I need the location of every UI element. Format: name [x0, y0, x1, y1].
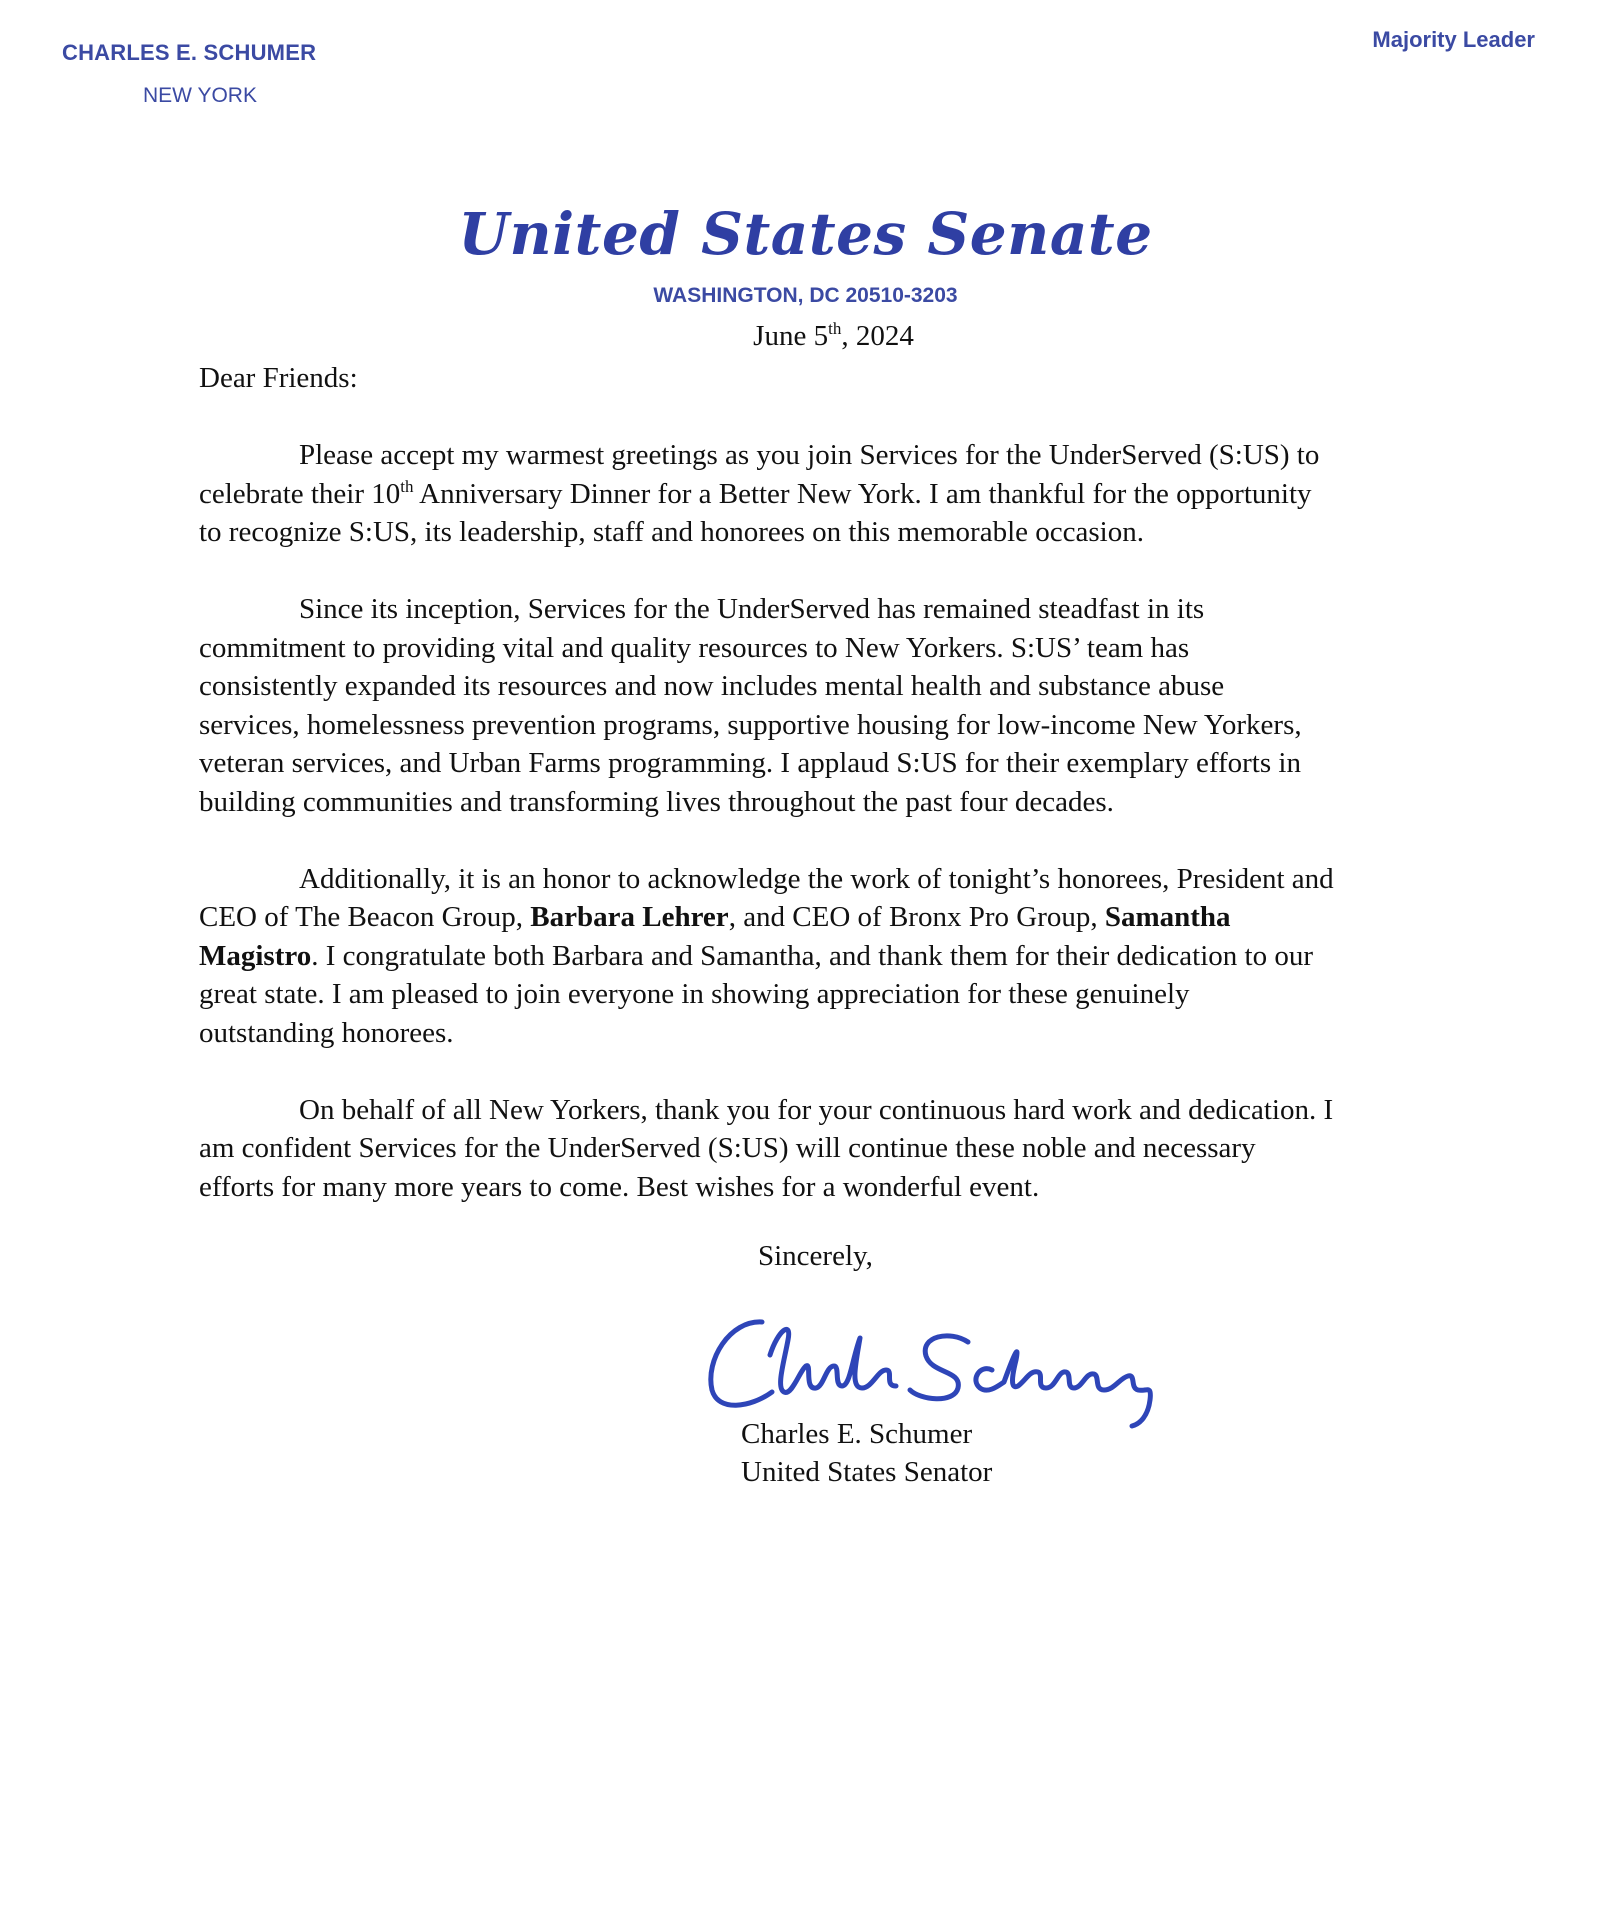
senate-address: WASHINGTON, DC 20510-3203 — [653, 284, 958, 307]
letter-date — [0, 320, 1611, 353]
p3-text-c: . I congratulate both Barbara and Samantha, and thank them for their dedication to our great state. I am pleased to join everyone in showing appreciation for these genuinely outstanding honorees. — [199, 939, 1314, 1049]
letter-body — [199, 436, 1499, 1245]
paragraph-2: Since its inception, Services for the UnderServed has remained steadfast in its commitment to providing vital and quality resources to New Yorkers. S:US’ team has consistently expanded its resources and now includes mental health and substance abuse services, homelessness prevention programs, supportive housing for low-income New Yorkers, veteran services, and Urban Farms programming. I applaud S:US for their exemplary efforts in building communities and transforming lives throughout the past four decades. — [199, 593, 1302, 818]
p1-text-b: Anniversary Dinner for a Better New York. I am thankful for the opportunity to recognize S:US, its leadership, staff and honorees on this memorable occasion. — [199, 477, 1312, 548]
date-suffix: th — [828, 319, 842, 338]
paragraph-3 — [199, 860, 1499, 1053]
closing: Sincerely, — [758, 1240, 873, 1272]
senate-heading: United States Senate — [458, 200, 1153, 268]
signer-title: United States Senator — [741, 1456, 993, 1488]
paragraph-4: On behalf of all New Yorkers, thank you for your continuous hard work and dedication. I am confident Services for the UnderServed (S:US) will continue these noble and necessary efforts for many more years to come. Best wishes for a wonderful event. — [199, 1093, 1334, 1203]
p3-text-a: Additionally, it is an honor to acknowledge the work of tonight’s honorees, President and CEO of The Beacon Group, — [199, 862, 1334, 933]
honoree-1: Barbara Lehrer — [530, 901, 729, 933]
p1-superscript: th — [400, 476, 414, 496]
letterhead-state: NEW YORK — [143, 84, 257, 107]
paragraph-1 — [199, 436, 1499, 552]
signer-name: Charles E. Schumer — [741, 1418, 973, 1450]
honoree-2: Samantha Magistro — [199, 901, 1231, 972]
date-month-day: June 5 — [753, 320, 829, 352]
letterhead-title: Majority Leader — [1372, 27, 1535, 52]
signature-image — [700, 1300, 1160, 1430]
salutation: Dear Friends: — [199, 362, 358, 394]
p1-text-a: Please accept my warmest greetings as you join Services for the UnderServed (S:US) to celebrate their 10 — [199, 439, 1320, 510]
p3-text-b: , and CEO of Bronx Pro Group, — [728, 901, 1105, 933]
date-year: , 2024 — [841, 320, 914, 352]
letterhead-name: CHARLES E. SCHUMER — [62, 40, 317, 65]
